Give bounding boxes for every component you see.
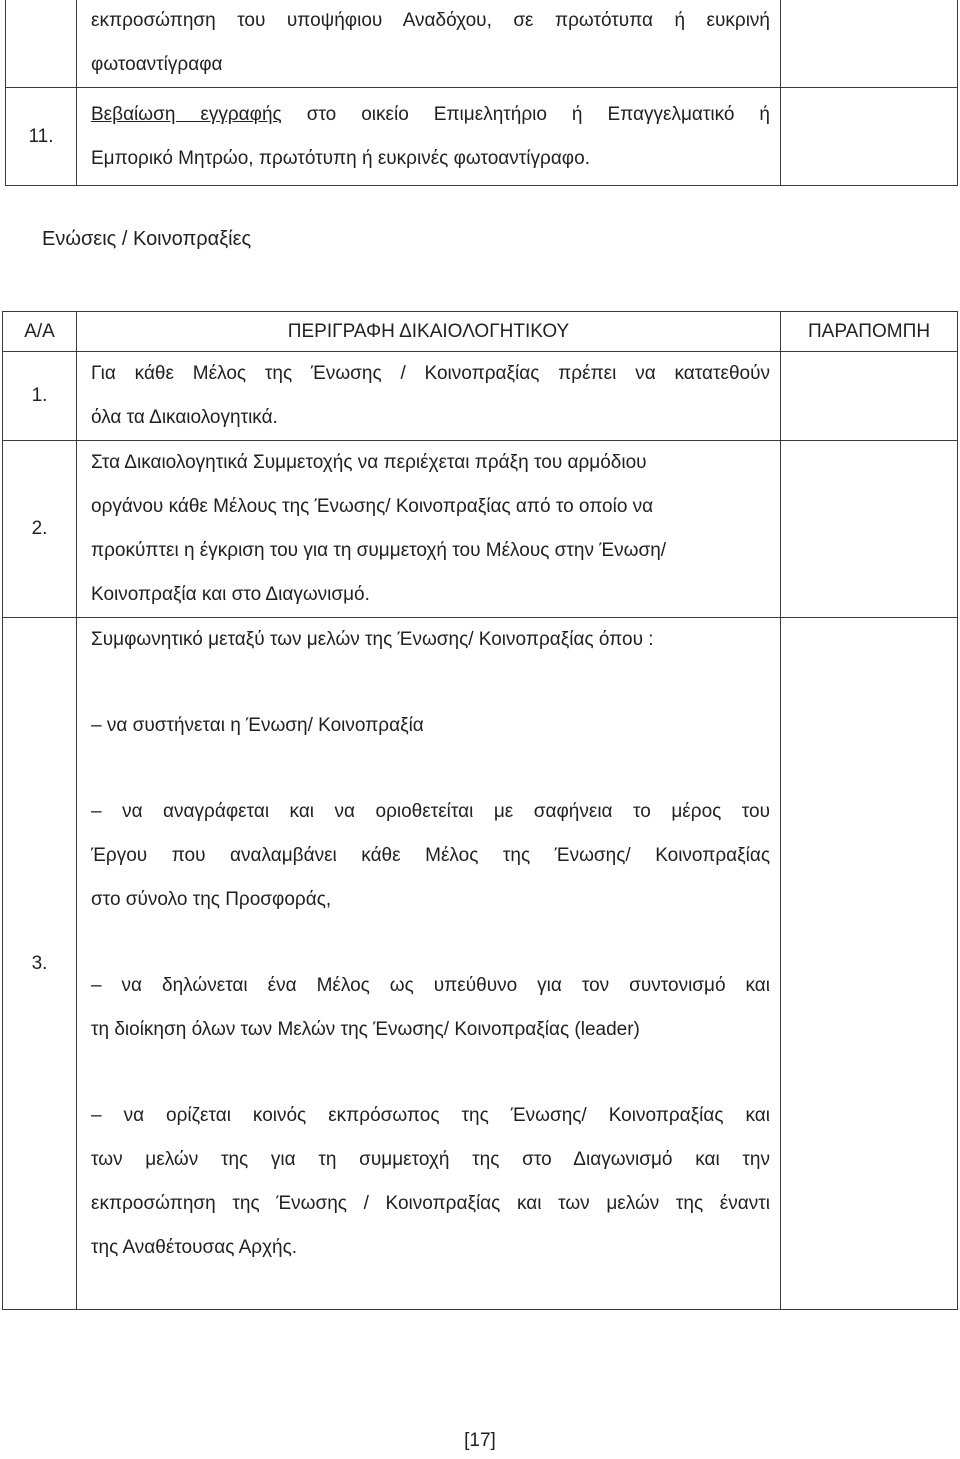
text-line: Έργου που αναλαμβάνει κάθε Μέλος της Ένωσης/ Κοινοπραξίας bbox=[91, 845, 770, 866]
list-item: ‒ να ορίζεται κοινός εκπρόσωπος της Ένωσης/ Κοινοπραξίας και bbox=[91, 1105, 770, 1126]
header-number: Α/Α bbox=[3, 312, 77, 352]
header-description: ΠΕΡΙΓΡΑΦΗ ΔΙΚΑΙΟΛΟΓΗΤΙΚΟΥ bbox=[77, 312, 781, 352]
row-number: 3. bbox=[3, 618, 77, 1310]
row-number-cell bbox=[6, 0, 77, 88]
list-item: ‒ να συστήνεται η Ένωση/ Κοινοπραξία bbox=[91, 715, 424, 736]
list-item: ‒ να δηλώνεται ένα Μέλος ως υπεύθυνο για τον συντονισμό και bbox=[91, 975, 770, 996]
text-line: Κοινοπραξία και στο Διαγωνισμό. bbox=[91, 584, 370, 605]
main-table bbox=[2, 311, 958, 1310]
text-line: φωτοαντίγραφα bbox=[91, 54, 223, 75]
text-line: εκπροσώπηση της Ένωσης / Κοινοπραξίας και των μελών της έναντι bbox=[91, 1193, 770, 1214]
table-row bbox=[3, 618, 958, 1310]
description-cell bbox=[77, 618, 781, 1310]
underlined-text: Βεβαίωση εγγραφής bbox=[91, 103, 282, 125]
top-table bbox=[5, 0, 958, 186]
text-line: Εμπορικό Μητρώο, πρωτότυπη ή ευκρινές φωτοαντίγραφο. bbox=[91, 147, 590, 169]
text-line: όλα τα Δικαιολογητικά. bbox=[91, 407, 278, 428]
table-row bbox=[6, 0, 958, 88]
reference-cell bbox=[781, 352, 958, 441]
table-row bbox=[3, 441, 958, 618]
section-heading: Ενώσεις / Κοινοπραξίες bbox=[42, 228, 252, 250]
text-line bbox=[91, 93, 770, 137]
table-row bbox=[3, 352, 958, 441]
reference-cell bbox=[781, 88, 958, 186]
text-line: της Αναθέτουσας Αρχής. bbox=[91, 1237, 298, 1258]
page-number: [17] bbox=[464, 1430, 496, 1451]
row-number: 2. bbox=[3, 441, 77, 618]
description-cell bbox=[77, 0, 781, 88]
header-reference: ΠΑΡΑΠΟΜΠΗ bbox=[781, 312, 958, 352]
text-fragment: στο οικείο Επιμελητήριο ή Επαγγελματικό ή bbox=[281, 103, 771, 125]
text-line: Για κάθε Μέλος της Ένωσης / Κοινοπραξίας πρέπει να κατατεθούν bbox=[91, 363, 770, 384]
text-line: τη διοίκηση όλων των Μελών της Ένωσης/ Κοινοπραξίας (leader) bbox=[91, 1019, 640, 1040]
text-line: Στα Δικαιολογητικά Συμμετοχής να περιέχεται πράξη του αρμόδιου bbox=[91, 452, 647, 473]
row-number: 11. bbox=[6, 88, 77, 186]
row-number: 1. bbox=[3, 352, 77, 441]
list-item: ‒ να αναγράφεται και να οριοθετείται με σαφήνεια το μέρος του bbox=[91, 801, 770, 822]
text-line: οργάνου κάθε Μέλους της Ένωσης/ Κοινοπραξίας από το οποίο να bbox=[91, 496, 654, 517]
text-line: προκύπτει η έγκριση του για τη συμμετοχή του Μέλους στην Ένωση/ bbox=[91, 540, 667, 561]
text-line: Συμφωνητικό μεταξύ των μελών της Ένωσης/ Κοινοπραξίας όπου : bbox=[91, 629, 654, 650]
table-header-row bbox=[3, 312, 958, 352]
text-line: των μελών της για τη συμμετοχή της στο Διαγωνισμό και την bbox=[91, 1149, 770, 1170]
reference-cell bbox=[781, 0, 958, 88]
description-cell bbox=[77, 441, 781, 618]
description-cell bbox=[77, 88, 781, 186]
table-row bbox=[6, 88, 958, 186]
reference-cell bbox=[781, 441, 958, 618]
text-line: στο σύνολο της Προσφοράς, bbox=[91, 889, 332, 910]
description-cell bbox=[77, 352, 781, 441]
text-line: εκπροσώπηση του υποψήφιου Αναδόχου, σε πρωτότυπα ή ευκρινή bbox=[91, 10, 770, 31]
reference-cell bbox=[781, 618, 958, 1310]
